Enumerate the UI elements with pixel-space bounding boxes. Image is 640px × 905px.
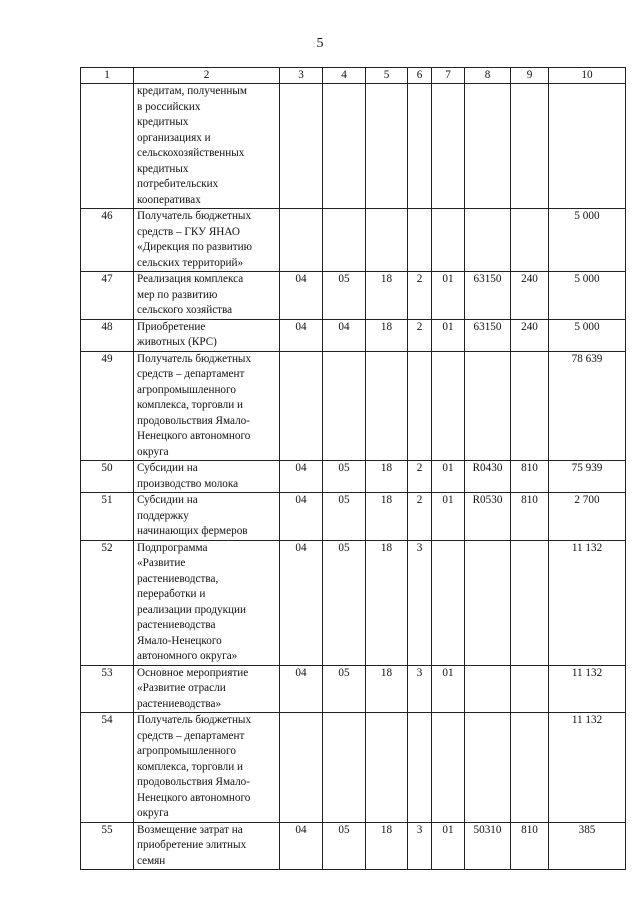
row-number-cell: 51: [81, 493, 134, 541]
amount-cell: 75 939: [549, 461, 626, 493]
row-number-cell: 49: [81, 351, 134, 461]
code-cell-3: 04: [280, 493, 323, 541]
page-number: 5: [316, 36, 324, 51]
code-cell-7: [432, 713, 465, 823]
code-cell-7: 01: [432, 461, 465, 493]
code-cell-4: 05: [323, 272, 366, 320]
amount-cell: 5 000: [549, 319, 626, 351]
code-cell-3: 04: [280, 665, 323, 713]
code-cell-8: 63150: [465, 272, 511, 320]
code-cell-3: 04: [280, 540, 323, 665]
column-header-2: 2: [134, 68, 280, 84]
row-name-cell: Приобретение животных (КРС): [134, 319, 280, 351]
row-name-cell: Реализация комплекса мер по развитию сельского хозяйства: [134, 272, 280, 320]
code-cell-8: 63150: [465, 319, 511, 351]
table-row: [81, 84, 626, 209]
table-row: [81, 461, 626, 493]
code-cell-6: 2: [408, 493, 432, 541]
row-name-cell: Основное мероприятие «Развитие отрасли растениеводства»: [134, 665, 280, 713]
code-cell-7: [432, 540, 465, 665]
code-cell-6: 3: [408, 822, 432, 870]
table-row: [81, 493, 626, 541]
code-cell-9: 810: [511, 822, 549, 870]
code-cell-9: [511, 209, 549, 272]
column-header-7: 7: [432, 68, 465, 84]
column-header-6: 6: [408, 68, 432, 84]
code-cell-8: R0530: [465, 493, 511, 541]
code-cell-6: 3: [408, 540, 432, 665]
code-cell-4: 04: [323, 319, 366, 351]
row-number-cell: 52: [81, 540, 134, 665]
code-cell-8: [465, 540, 511, 665]
table-row: [81, 665, 626, 713]
column-header-5: 5: [366, 68, 408, 84]
code-cell-4: 05: [323, 540, 366, 665]
code-cell-3: 04: [280, 319, 323, 351]
amount-cell: 2 700: [549, 493, 626, 541]
row-number-cell: 46: [81, 209, 134, 272]
column-header-10: 10: [549, 68, 626, 84]
code-cell-5: 18: [366, 822, 408, 870]
code-cell-3: [280, 84, 323, 209]
table-row: [81, 822, 626, 870]
code-cell-4: 05: [323, 461, 366, 493]
table-row: [81, 319, 626, 351]
code-cell-8: [465, 351, 511, 461]
code-cell-5: 18: [366, 540, 408, 665]
column-header-4: 4: [323, 68, 366, 84]
code-cell-5: [366, 84, 408, 209]
code-cell-6: [408, 713, 432, 823]
code-cell-8: [465, 209, 511, 272]
row-name-cell: Получатель бюджетных средств – департамент агропромышленного комплекса, торговли и продовольствия Ямало- Ненецкого автономного округа: [134, 351, 280, 461]
code-cell-5: 18: [366, 461, 408, 493]
row-number-cell: [81, 84, 134, 209]
row-name-cell: Подпрограмма «Развитие растениеводства, переработки и реализации продукции растениеводства Ямало-Ненецкого автономного округа»: [134, 540, 280, 665]
row-name-cell: Получатель бюджетных средств – ГКУ ЯНАО «Дирекция по развитию сельских территорий»: [134, 209, 280, 272]
code-cell-4: 05: [323, 822, 366, 870]
code-cell-8: [465, 665, 511, 713]
amount-cell: 385: [549, 822, 626, 870]
code-cell-9: [511, 713, 549, 823]
row-name-cell: Субсидии на производство молока: [134, 461, 280, 493]
row-number-cell: 50: [81, 461, 134, 493]
code-cell-7: 01: [432, 319, 465, 351]
code-cell-8: [465, 84, 511, 209]
code-cell-7: [432, 351, 465, 461]
code-cell-4: 05: [323, 665, 366, 713]
code-cell-5: [366, 209, 408, 272]
code-cell-4: [323, 713, 366, 823]
code-cell-5: [366, 351, 408, 461]
code-cell-7: [432, 84, 465, 209]
amount-cell: [549, 84, 626, 209]
code-cell-9: 240: [511, 272, 549, 320]
code-cell-9: 810: [511, 493, 549, 541]
code-cell-9: 810: [511, 461, 549, 493]
table-row: [81, 272, 626, 320]
column-header-9: 9: [511, 68, 549, 84]
code-cell-9: [511, 84, 549, 209]
row-number-cell: 55: [81, 822, 134, 870]
code-cell-7: 01: [432, 272, 465, 320]
header-row: [81, 68, 626, 84]
code-cell-7: 01: [432, 493, 465, 541]
amount-cell: 11 132: [549, 665, 626, 713]
code-cell-6: [408, 209, 432, 272]
code-cell-3: 04: [280, 272, 323, 320]
column-header-8: 8: [465, 68, 511, 84]
column-header-3: 3: [280, 68, 323, 84]
amount-cell: 5 000: [549, 272, 626, 320]
code-cell-5: 18: [366, 272, 408, 320]
code-cell-3: [280, 351, 323, 461]
table-row: [81, 209, 626, 272]
table-row: [81, 713, 626, 823]
column-header-1: 1: [81, 68, 134, 84]
code-cell-9: [511, 540, 549, 665]
code-cell-3: [280, 209, 323, 272]
row-name-cell: Возмещение затрат на приобретение элитных семян: [134, 822, 280, 870]
row-name-cell: кредитам, полученным в российских кредитных организациях и сельскохозяйственных кредитных потребительских кооперативах: [134, 84, 280, 209]
amount-cell: 78 639: [549, 351, 626, 461]
code-cell-5: [366, 713, 408, 823]
amount-cell: 11 132: [549, 713, 626, 823]
code-cell-4: [323, 351, 366, 461]
code-cell-6: 3: [408, 665, 432, 713]
code-cell-9: 240: [511, 319, 549, 351]
code-cell-4: 05: [323, 493, 366, 541]
code-cell-3: [280, 713, 323, 823]
code-cell-6: 2: [408, 272, 432, 320]
code-cell-6: 2: [408, 461, 432, 493]
row-number-cell: 53: [81, 665, 134, 713]
code-cell-9: [511, 665, 549, 713]
budget-table: [80, 67, 626, 870]
code-cell-7: [432, 209, 465, 272]
code-cell-5: 18: [366, 665, 408, 713]
row-number-cell: 48: [81, 319, 134, 351]
code-cell-7: 01: [432, 822, 465, 870]
row-number-cell: 47: [81, 272, 134, 320]
code-cell-8: 50310: [465, 822, 511, 870]
code-cell-3: 04: [280, 461, 323, 493]
code-cell-5: 18: [366, 493, 408, 541]
table-row: [81, 351, 626, 461]
row-name-cell: Получатель бюджетных средств – департамент агропромышленного комплекса, торговли и продовольствия Ямало- Ненецкого автономного округа: [134, 713, 280, 823]
code-cell-5: 18: [366, 319, 408, 351]
code-cell-9: [511, 351, 549, 461]
code-cell-7: 01: [432, 665, 465, 713]
table-row: [81, 540, 626, 665]
code-cell-3: 04: [280, 822, 323, 870]
amount-cell: 5 000: [549, 209, 626, 272]
code-cell-6: [408, 84, 432, 209]
row-name-cell: Субсидии на поддержку начинающих фермеров: [134, 493, 280, 541]
amount-cell: 11 132: [549, 540, 626, 665]
code-cell-8: [465, 713, 511, 823]
code-cell-8: R0430: [465, 461, 511, 493]
row-number-cell: 54: [81, 713, 134, 823]
code-cell-4: [323, 84, 366, 209]
code-cell-6: [408, 351, 432, 461]
code-cell-6: 2: [408, 319, 432, 351]
code-cell-4: [323, 209, 366, 272]
